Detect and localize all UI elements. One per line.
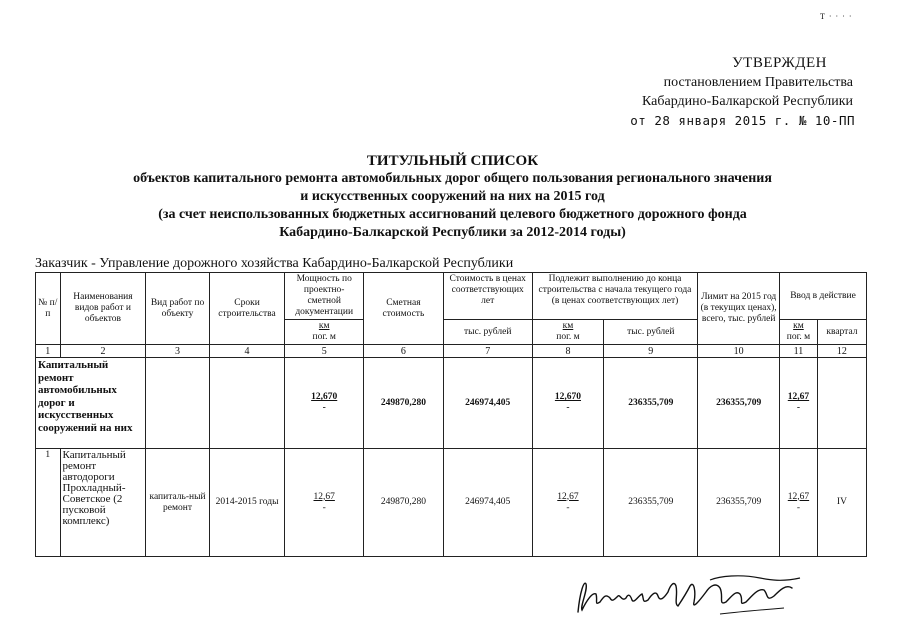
summary-current-cost: 246974,405 xyxy=(443,358,532,449)
subheader-remaining-rub: тыс. рублей xyxy=(604,320,698,345)
summary-estimate: 249870,280 xyxy=(364,358,444,449)
header-row xyxy=(36,273,867,320)
row-remaining-rub: 236355,709 xyxy=(604,449,698,557)
summary-name: Капитальный ремонт автомобильных дорог и искусственных сооружений на них xyxy=(36,358,146,449)
approval-line1: постановлением Правительства xyxy=(663,75,853,90)
col-number: 1 xyxy=(36,345,61,358)
col-number: 9 xyxy=(604,345,698,358)
summary-remaining-length: 12,670 - xyxy=(532,358,604,449)
title-line3: и искусственных сооружений на них на 2015 год xyxy=(300,189,605,204)
row-quarter: IV xyxy=(817,449,866,557)
handwritten-signature xyxy=(570,572,810,622)
title-line5: Кабардино-Балкарской Республики за 2012-2014 годы) xyxy=(279,225,626,240)
header-current-cost: Стоимость в ценах соответствующих лет xyxy=(443,273,532,320)
unit-pog-m: пог. м xyxy=(786,332,811,342)
unit-pog-m: пог. м xyxy=(556,332,580,342)
row-remaining-length: 12,67 - xyxy=(532,449,604,557)
col-number: 7 xyxy=(443,345,532,358)
approval-line2: Кабардино-Балкарской Республики xyxy=(642,94,853,109)
column-numbers-row xyxy=(36,345,867,358)
row-period: 2014-2015 годы xyxy=(209,449,285,557)
summary-input-length: 12,67 - xyxy=(780,358,818,449)
summary-remaining-rub: 236355,709 xyxy=(604,358,698,449)
col-number: 10 xyxy=(698,345,780,358)
unit-pog-m: пог. м xyxy=(312,332,336,342)
unit-km: км xyxy=(562,321,574,331)
row-limit: 236355,709 xyxy=(698,449,780,557)
row-num: 1 xyxy=(36,449,61,557)
subheader-capacity-units xyxy=(285,320,364,345)
row-current-cost: 246974,405 xyxy=(443,449,532,557)
header-work-type: Вид работ по объекту xyxy=(146,273,209,345)
header-period: Сроки строительства xyxy=(209,273,285,345)
title-line2: объектов капитального ремонта автомобильных дорог общего пользования регионального значения xyxy=(133,171,772,186)
approval-stamp xyxy=(630,54,855,130)
header-limit: Лимит на 2015 год (в текущих ценах), всего, тыс. рублей xyxy=(698,273,780,345)
header-commissioning: Ввод в действие xyxy=(780,273,867,320)
row-input-length: 12,67 - xyxy=(780,449,818,557)
row-work-type: капиталь-ный ремонт xyxy=(146,449,209,557)
summary-limit: 236355,709 xyxy=(698,358,780,449)
row-name: Капитальный ремонт автодороги Прохладный-Советское (2 пусковой комплекс) xyxy=(60,449,146,557)
row-estimate: 249870,280 xyxy=(364,449,444,557)
header-remaining: Подлежит выполнению до конца строительства с начала текущего года (в ценах соответствующих лет) xyxy=(532,273,698,320)
document-title xyxy=(0,152,905,242)
summary-row xyxy=(36,358,867,449)
unit-km: км xyxy=(793,321,804,331)
col-number: 6 xyxy=(364,345,444,358)
approval-date: от 28 января 2015 г. № 10-ПП xyxy=(630,113,855,128)
unit-km: км xyxy=(318,321,330,331)
subheader-current-cost-units: тыс. рублей xyxy=(443,320,532,345)
header-estimate: Сметная стоимость xyxy=(364,273,444,345)
customer-line: Заказчик - Управление дорожного хозяйства Кабардино-Балкарской Республики xyxy=(35,256,514,271)
table-row xyxy=(36,449,867,557)
objects-table xyxy=(35,272,867,557)
col-number: 4 xyxy=(209,345,285,358)
col-number: 5 xyxy=(285,345,364,358)
col-number: 8 xyxy=(532,345,604,358)
header-name: Наименования видов работ и объектов xyxy=(60,273,146,345)
header-num: № п/п xyxy=(36,273,61,345)
col-number: 12 xyxy=(817,345,866,358)
col-number: 3 xyxy=(146,345,209,358)
header-capacity: Мощность по проектно-сметной документации xyxy=(285,273,364,320)
subheader-quarter: квартал xyxy=(817,320,866,345)
corner-mark: Т · · · · xyxy=(820,12,853,21)
subheader-input-length xyxy=(780,320,818,345)
col-number: 2 xyxy=(60,345,146,358)
subheader-remaining-length xyxy=(532,320,604,345)
title-line1: ТИТУЛЬНЫЙ СПИСОК xyxy=(366,153,539,169)
row-capacity: 12,67 - xyxy=(285,449,364,557)
approval-title: УТВЕРЖДЕН xyxy=(732,55,827,71)
summary-capacity: 12,670 - xyxy=(285,358,364,449)
col-number: 11 xyxy=(780,345,818,358)
title-line4: (за счет неиспользованных бюджетных ассигнований целевого бюджетного дорожного фонда xyxy=(158,207,747,222)
